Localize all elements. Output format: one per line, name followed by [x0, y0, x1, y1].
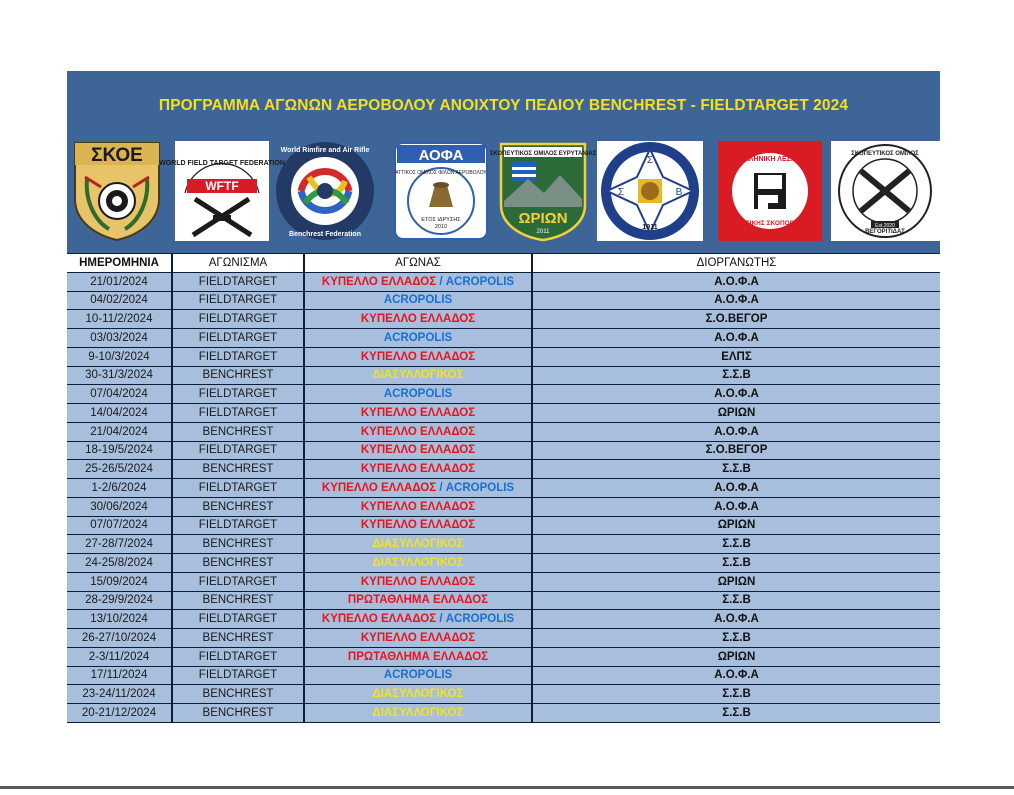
- cell-sport: FIELDTARGET: [172, 479, 304, 498]
- cell-event: [304, 572, 532, 591]
- cell-event: [304, 629, 532, 648]
- table-row: [67, 685, 940, 704]
- table-row: [67, 347, 940, 366]
- cell-event: [304, 704, 532, 723]
- cell-date: 30-31/3/2024: [67, 366, 172, 385]
- event-segment: ΔΙΑΣΥΛΛΟΓΙΚΟΣ: [372, 538, 464, 551]
- cell-event: [304, 329, 532, 348]
- cell-date: 28-29/9/2024: [67, 591, 172, 610]
- svg-text:World Rimfire and Air Rifle: World Rimfire and Air Rifle: [280, 147, 370, 154]
- table-row: [67, 441, 940, 460]
- svg-text:ΕΛΛΗΝΙΚΗ ΛΕΣΧΗ: ΕΛΛΗΝΙΚΗ ΛΕΣΧΗ: [739, 156, 801, 163]
- table-row: [67, 610, 940, 629]
- svg-text:Σ: Σ: [646, 155, 654, 166]
- table-row: [67, 291, 940, 310]
- cell-sport: BENCHREST: [172, 460, 304, 479]
- svg-text:1911: 1911: [642, 224, 658, 231]
- table-row: [67, 516, 940, 535]
- event-segment: ΚΥΠΕΛΛΟ ΕΛΛΑΔΟΣ: [360, 519, 476, 532]
- cell-date: 23-24/11/2024: [67, 685, 172, 704]
- cell-organizer: Σ.Σ.Β: [532, 535, 940, 554]
- cell-sport: FIELDTARGET: [172, 516, 304, 535]
- cell-organizer: ΩΡΙΩΝ: [532, 647, 940, 666]
- cell-date: 25-26/5/2024: [67, 460, 172, 479]
- event-segment: ACROPOLIS: [383, 388, 453, 401]
- event-segment: ΔΙΑΣΥΛΛΟΓΙΚΟΣ: [372, 688, 464, 701]
- cell-organizer: Σ.Ο.ΒΕΓΟΡ: [532, 310, 940, 329]
- cell-sport: BENCHREST: [172, 554, 304, 573]
- cell-organizer: ΩΡΙΩΝ: [532, 404, 940, 423]
- cell-date: 1-2/6/2024: [67, 479, 172, 498]
- cell-date: 21/01/2024: [67, 272, 172, 291]
- cell-sport: FIELDTARGET: [172, 291, 304, 310]
- event-segment: ACROPOLIS: [445, 275, 515, 288]
- ssb-logo: [597, 141, 703, 241]
- table-row: [67, 591, 940, 610]
- event-segment: ΚΥΠΕΛΛΟ ΕΛΛΑΔΟΣ: [360, 425, 476, 438]
- cell-date: 20-21/12/2024: [67, 704, 172, 723]
- cell-event: [304, 310, 532, 329]
- cell-sport: FIELDTARGET: [172, 572, 304, 591]
- event-segment: ACROPOLIS: [445, 613, 515, 626]
- cell-sport: FIELDTARGET: [172, 329, 304, 348]
- cell-sport: FIELDTARGET: [172, 272, 304, 291]
- table-row: [67, 666, 940, 685]
- cell-organizer: Α.Ο.Φ.Α: [532, 385, 940, 404]
- cell-organizer: Α.Ο.Φ.Α: [532, 291, 940, 310]
- svg-text:ΑΤΤΙΚΟΣ ΟΜΙΛΟΣ ΦΙΛΩΝ ΑΕΡΟΒΟΛΟΥ: ΑΤΤΙΚΟΣ ΟΜΙΛΟΣ ΦΙΛΩΝ ΑΕΡΟΒΟΛΟΥ: [395, 170, 487, 176]
- svg-text:Σ: Σ: [617, 187, 625, 198]
- cell-date: 27-28/7/2024: [67, 535, 172, 554]
- event-segment: ΚΥΠΕΛΛΟ ΕΛΛΑΔΟΣ: [360, 313, 476, 326]
- table-row: [67, 404, 940, 423]
- cell-organizer: Σ.Σ.Β: [532, 591, 940, 610]
- table-row: [67, 272, 940, 291]
- cell-organizer: Α.Ο.Φ.Α: [532, 497, 940, 516]
- cell-event: [304, 385, 532, 404]
- cell-date: 24-25/8/2024: [67, 554, 172, 573]
- cell-event: [304, 666, 532, 685]
- cell-sport: FIELDTARGET: [172, 666, 304, 685]
- cell-event: [304, 441, 532, 460]
- cell-sport: FIELDTARGET: [172, 385, 304, 404]
- event-segment: ΚΥΠΕΛΛΟ ΕΛΛΑΔΟΣ: [360, 350, 476, 363]
- table-row: [67, 629, 940, 648]
- cell-event: [304, 422, 532, 441]
- table-row: [67, 535, 940, 554]
- event-segment: ΚΥΠΕΛΛΟ ΕΛΛΑΔΟΣ: [360, 463, 476, 476]
- cell-event: [304, 685, 532, 704]
- cell-date: 03/03/2024: [67, 329, 172, 348]
- svg-text:ΒΕΓΟΡΙΤΙΔΑΣ: ΒΕΓΟΡΙΤΙΔΑΣ: [865, 229, 905, 235]
- cell-organizer: Σ.Σ.Β: [532, 366, 940, 385]
- cell-organizer: Σ.Σ.Β: [532, 554, 940, 573]
- svg-text:Est.2020: Est.2020: [875, 223, 895, 229]
- event-segment: ΔΙΑΣΥΛΛΟΓΙΚΟΣ: [372, 706, 464, 719]
- cell-event: [304, 272, 532, 291]
- cell-organizer: Α.Ο.Φ.Α: [532, 666, 940, 685]
- table-row: [67, 422, 940, 441]
- cell-date: 21/04/2024: [67, 422, 172, 441]
- cell-date: 18-19/5/2024: [67, 441, 172, 460]
- table-row: [67, 704, 940, 723]
- svg-text:ΣΚΟΠΕΥΤΙΚΟΣ ΟΜΙΛΟΣ ΕΥΡΥΤΑΝΙΑΣ: ΣΚΟΠΕΥΤΙΚΟΣ ΟΜΙΛΟΣ ΕΥΡΥΤΑΝΙΑΣ: [489, 151, 597, 157]
- cell-date: 14/04/2024: [67, 404, 172, 423]
- event-segment: /: [436, 613, 446, 626]
- table-row: [67, 366, 940, 385]
- cell-event: [304, 460, 532, 479]
- wftf-logo: [159, 141, 285, 241]
- event-segment: /: [436, 481, 446, 494]
- cell-date: 07/07/2024: [67, 516, 172, 535]
- header-date: ΗΜΕΡΟΜΗΝΙΑ: [67, 254, 172, 273]
- svg-text:WORLD FIELD TARGET FEDERATION: WORLD FIELD TARGET FEDERATION: [159, 160, 285, 167]
- event-segment: ΚΥΠΕΛΛΟ ΕΛΛΑΔΟΣ: [360, 406, 476, 419]
- cell-organizer: Α.Ο.Φ.Α: [532, 329, 940, 348]
- schedule-table: [67, 253, 940, 723]
- cell-organizer: Α.Ο.Φ.Α: [532, 479, 940, 498]
- cell-organizer: ΕΛΠΣ: [532, 347, 940, 366]
- aofa-logo: [393, 141, 489, 241]
- svg-text:2011: 2011: [536, 229, 550, 235]
- wrabf-logo: [273, 141, 377, 241]
- cell-sport: BENCHREST: [172, 366, 304, 385]
- event-segment: ΚΥΠΕΛΛΟ ΕΛΛΑΔΟΣ: [360, 575, 476, 588]
- cell-organizer: Σ.Σ.Β: [532, 460, 940, 479]
- cell-event: [304, 554, 532, 573]
- cell-event: [304, 497, 532, 516]
- cell-event: [304, 610, 532, 629]
- cell-event: [304, 366, 532, 385]
- cell-date: 10-11/2/2024: [67, 310, 172, 329]
- svg-text:WFTF: WFTF: [205, 179, 239, 193]
- cell-sport: FIELDTARGET: [172, 404, 304, 423]
- event-segment: ΚΥΠΕΛΛΟ ΕΛΛΑΔΟΣ: [360, 500, 476, 513]
- page-title: ΠΡΟΓΡΑΜΜΑ ΑΓΩΝΩΝ ΑΕΡΟΒΟΛΟΥ ΑΝΟΙΧΤΟΥ ΠΕΔΙΟΥ BENCHREST - FIELDTARGET 2024: [158, 97, 849, 114]
- event-segment: ACROPOLIS: [445, 481, 515, 494]
- table-row: [67, 572, 940, 591]
- svg-text:ΕΤΟΣ ΙΔΡΥΣΗΣ: ΕΤΟΣ ΙΔΡΥΣΗΣ: [421, 217, 461, 223]
- cell-organizer: ΩΡΙΩΝ: [532, 572, 940, 591]
- event-segment: ΚΥΠΕΛΛΟ ΕΛΛΑΔΟΣ: [321, 613, 437, 626]
- schedule-sheet: [67, 71, 940, 723]
- cell-sport: FIELDTARGET: [172, 610, 304, 629]
- svg-text:ΩΡΙΩΝ: ΩΡΙΩΝ: [518, 210, 568, 227]
- schedule-rows: [67, 272, 940, 722]
- header-organizer: ΔΙΟΡΓΑΝΩΤΗΣ: [532, 254, 940, 273]
- cell-sport: FIELDTARGET: [172, 347, 304, 366]
- cell-organizer: Α.Ο.Φ.Α: [532, 272, 940, 291]
- cell-date: 13/10/2024: [67, 610, 172, 629]
- header-sport: ΑΓΩΝΙΣΜΑ: [172, 254, 304, 273]
- cell-event: [304, 647, 532, 666]
- table-row: [67, 554, 940, 573]
- cell-event: [304, 479, 532, 498]
- cell-sport: FIELDTARGET: [172, 441, 304, 460]
- cell-date: 07/04/2024: [67, 385, 172, 404]
- table-row: [67, 647, 940, 666]
- table-row: [67, 479, 940, 498]
- event-segment: ΚΥΠΕΛΛΟ ΕΛΛΑΔΟΣ: [321, 481, 437, 494]
- cell-date: 26-27/10/2024: [67, 629, 172, 648]
- event-segment: ΚΥΠΕΛΛΟ ΕΛΛΑΔΟΣ: [360, 444, 476, 457]
- cell-sport: FIELDTARGET: [172, 310, 304, 329]
- event-segment: ΔΙΑΣΥΛΛΟΓΙΚΟΣ: [372, 369, 464, 382]
- orion-logo: [489, 141, 597, 241]
- title-band: [67, 71, 940, 253]
- cell-organizer: ΩΡΙΩΝ: [532, 516, 940, 535]
- table-row: [67, 497, 940, 516]
- elps-logo: [718, 141, 822, 241]
- event-segment: ACROPOLIS: [383, 669, 453, 682]
- cell-organizer: Σ.Σ.Β: [532, 629, 940, 648]
- cell-sport: BENCHREST: [172, 591, 304, 610]
- svg-text:Benchrest Federation: Benchrest Federation: [289, 231, 361, 238]
- cell-sport: BENCHREST: [172, 704, 304, 723]
- svg-text:ΣΚΟΕ: ΣΚΟΕ: [91, 145, 143, 166]
- cell-event: [304, 347, 532, 366]
- cell-date: 30/06/2024: [67, 497, 172, 516]
- table-row: [67, 310, 940, 329]
- cell-organizer: Σ.Σ.Β: [532, 704, 940, 723]
- cell-sport: FIELDTARGET: [172, 647, 304, 666]
- cell-sport: BENCHREST: [172, 497, 304, 516]
- table-row: [67, 385, 940, 404]
- event-segment: /: [436, 275, 446, 288]
- cell-organizer: Α.Ο.Φ.Α: [532, 422, 940, 441]
- skoe-logo: [71, 141, 163, 241]
- cell-event: [304, 535, 532, 554]
- event-segment: ΚΥΠΕΛΛΟ ΕΛΛΑΔΟΣ: [360, 631, 476, 644]
- event-segment: ΠΡΩΤΑΘΛΗΜΑ ΕΛΛΑΔΟΣ: [347, 594, 489, 607]
- cell-date: 04/02/2024: [67, 291, 172, 310]
- cell-date: 15/09/2024: [67, 572, 172, 591]
- svg-text:Β: Β: [675, 187, 683, 198]
- cell-event: [304, 291, 532, 310]
- event-segment: ΠΡΩΤΑΘΛΗΜΑ ΕΛΛΑΔΟΣ: [347, 650, 489, 663]
- event-segment: ΚΥΠΕΛΛΟ ΕΛΛΑΔΟΣ: [321, 275, 437, 288]
- event-segment: ACROPOLIS: [383, 331, 453, 344]
- event-segment: ACROPOLIS: [383, 294, 453, 307]
- sovegor-logo: [831, 141, 940, 241]
- event-segment: ΔΙΑΣΥΛΛΟΓΙΚΟΣ: [372, 556, 464, 569]
- table-row: [67, 329, 940, 348]
- cell-event: [304, 591, 532, 610]
- svg-text:ΑΟΦΑ: ΑΟΦΑ: [418, 147, 464, 164]
- cell-sport: BENCHREST: [172, 629, 304, 648]
- cell-date: 9-10/3/2024: [67, 347, 172, 366]
- cell-sport: BENCHREST: [172, 535, 304, 554]
- svg-text:ΣΚΟΠΕΥΤΙΚΟΣ ΟΜΙΛΟΣ: ΣΚΟΠΕΥΤΙΚΟΣ ΟΜΙΛΟΣ: [851, 151, 919, 157]
- cell-organizer: Α.Ο.Φ.Α: [532, 610, 940, 629]
- cell-date: 17/11/2024: [67, 666, 172, 685]
- footer-strip: [0, 789, 1014, 795]
- cell-sport: BENCHREST: [172, 685, 304, 704]
- cell-sport: BENCHREST: [172, 422, 304, 441]
- table-row: [67, 460, 940, 479]
- table-header-row: [67, 254, 940, 273]
- cell-event: [304, 516, 532, 535]
- header-event: ΑΓΩΝΑΣ: [304, 254, 532, 273]
- cell-organizer: Σ.Σ.Β: [532, 685, 940, 704]
- svg-text:ΠΡΑΚΤΙΚΗΣ ΣΚΟΠΟΒΟΛΗΣ: ΠΡΑΚΤΙΚΗΣ ΣΚΟΠΟΒΟΛΗΣ: [727, 220, 813, 227]
- cell-event: [304, 404, 532, 423]
- cell-organizer: Σ.Ο.ΒΕΓΟΡ: [532, 441, 940, 460]
- svg-text:2010: 2010: [434, 224, 448, 230]
- cell-date: 2-3/11/2024: [67, 647, 172, 666]
